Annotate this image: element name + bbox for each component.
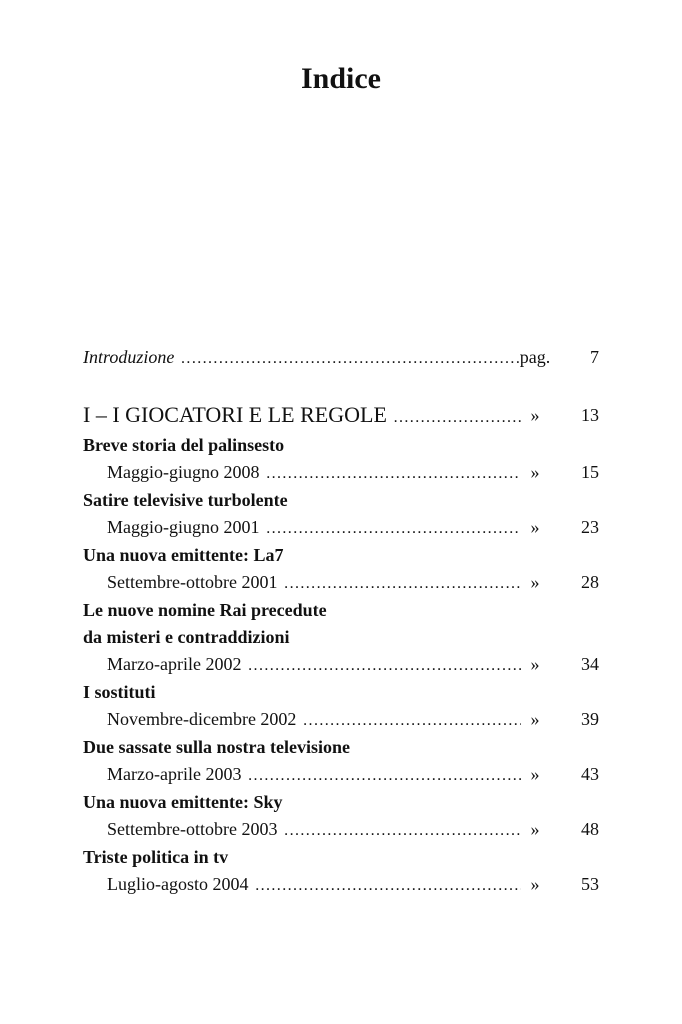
page-number: 43: [581, 764, 599, 784]
page-number: 15: [581, 462, 599, 482]
page-number: 39: [581, 709, 599, 729]
chapter-heading: [83, 597, 599, 624]
leader-dots: [83, 514, 521, 542]
chapter-heading-text: Le nuove nomine Rai precedute: [83, 600, 327, 620]
page-number: 48: [581, 819, 599, 839]
toc-row-chapter[interactable]: [83, 459, 599, 486]
toc-row-chapter[interactable]: [83, 871, 599, 898]
leader-dots: [83, 706, 521, 734]
page-marker: »: [530, 874, 540, 894]
page-number: 28: [581, 572, 599, 592]
chapter-date: Marzo-aprile 2003: [83, 764, 245, 784]
page-marker: »: [530, 572, 540, 592]
chapter-heading: [83, 734, 599, 761]
page-marker: »: [530, 517, 540, 537]
chapter-date: Novembre-dicembre 2002: [83, 709, 300, 729]
chapter-heading: [83, 624, 599, 651]
chapter-heading: [83, 542, 599, 569]
chapter-heading: [83, 679, 599, 706]
toc-row-chapter[interactable]: [83, 706, 599, 733]
chapter-date: Marzo-aprile 2002: [83, 654, 245, 674]
chapter-heading: [83, 844, 599, 871]
chapter-date: Settembre-ottobre 2003: [83, 819, 281, 839]
leader-dots: [83, 651, 521, 679]
chapter-heading-text: Una nuova emittente: Sky: [83, 792, 283, 812]
table-of-contents: [83, 344, 599, 899]
chapter-heading: [83, 432, 599, 459]
chapter-heading-text: Satire televisive turbolente: [83, 490, 288, 510]
page-title: Indice: [300, 62, 381, 95]
toc-row-chapter[interactable]: [83, 514, 599, 541]
chapter-date: Maggio-giugno 2008: [83, 462, 264, 482]
page-marker: »: [530, 764, 540, 784]
toc-row-chapter[interactable]: [83, 761, 599, 788]
chapter-date: Maggio-giugno 2001: [83, 517, 264, 537]
page-marker: »: [530, 709, 540, 729]
leader-dots: [83, 459, 521, 487]
page-marker: »: [530, 819, 540, 839]
chapter-heading-text: Due sassate sulla nostra televisione: [83, 737, 350, 757]
page-marker: »: [530, 405, 540, 425]
leader-dots: [83, 761, 521, 789]
leader-dots: [83, 400, 521, 433]
toc-row-part-title[interactable]: [83, 400, 599, 430]
toc-row-chapter[interactable]: [83, 651, 599, 678]
leader-dots: [83, 569, 521, 597]
page-number: 23: [581, 517, 599, 537]
page-number: 34: [581, 654, 599, 674]
chapter-heading-text: Triste politica in tv: [83, 847, 229, 867]
chapter-heading-text: I sostituti: [83, 682, 156, 702]
page-number: 53: [581, 874, 599, 894]
leader-dots: [83, 816, 521, 844]
page-marker: pag.: [519, 347, 551, 367]
chapter-heading-text: da misteri e contraddizioni: [83, 627, 290, 647]
page-marker: »: [530, 654, 540, 674]
chapter-date: Luglio-agosto 2004: [83, 874, 253, 894]
toc-row-chapter[interactable]: [83, 816, 599, 843]
chapter-list: [83, 432, 599, 898]
page-number: 13: [581, 405, 599, 425]
chapter-heading: [83, 487, 599, 514]
chapter-heading-text: Breve storia del palinsesto: [83, 435, 285, 455]
toc-entry-label: Introduzione: [83, 347, 178, 367]
toc-row-introduction[interactable]: [83, 344, 599, 371]
toc-row-chapter[interactable]: [83, 569, 599, 596]
part-title: I – I GIOCATORI E LE REGOLE: [83, 402, 391, 427]
leader-dots: [83, 344, 521, 372]
chapter-date: Settembre-ottobre 2001: [83, 572, 281, 592]
chapter-heading: [83, 789, 599, 816]
leader-dots: [83, 871, 521, 899]
chapter-heading-text: Una nuova emittente: La7: [83, 545, 284, 565]
page-marker: »: [530, 462, 540, 482]
page-number: 7: [590, 347, 599, 367]
